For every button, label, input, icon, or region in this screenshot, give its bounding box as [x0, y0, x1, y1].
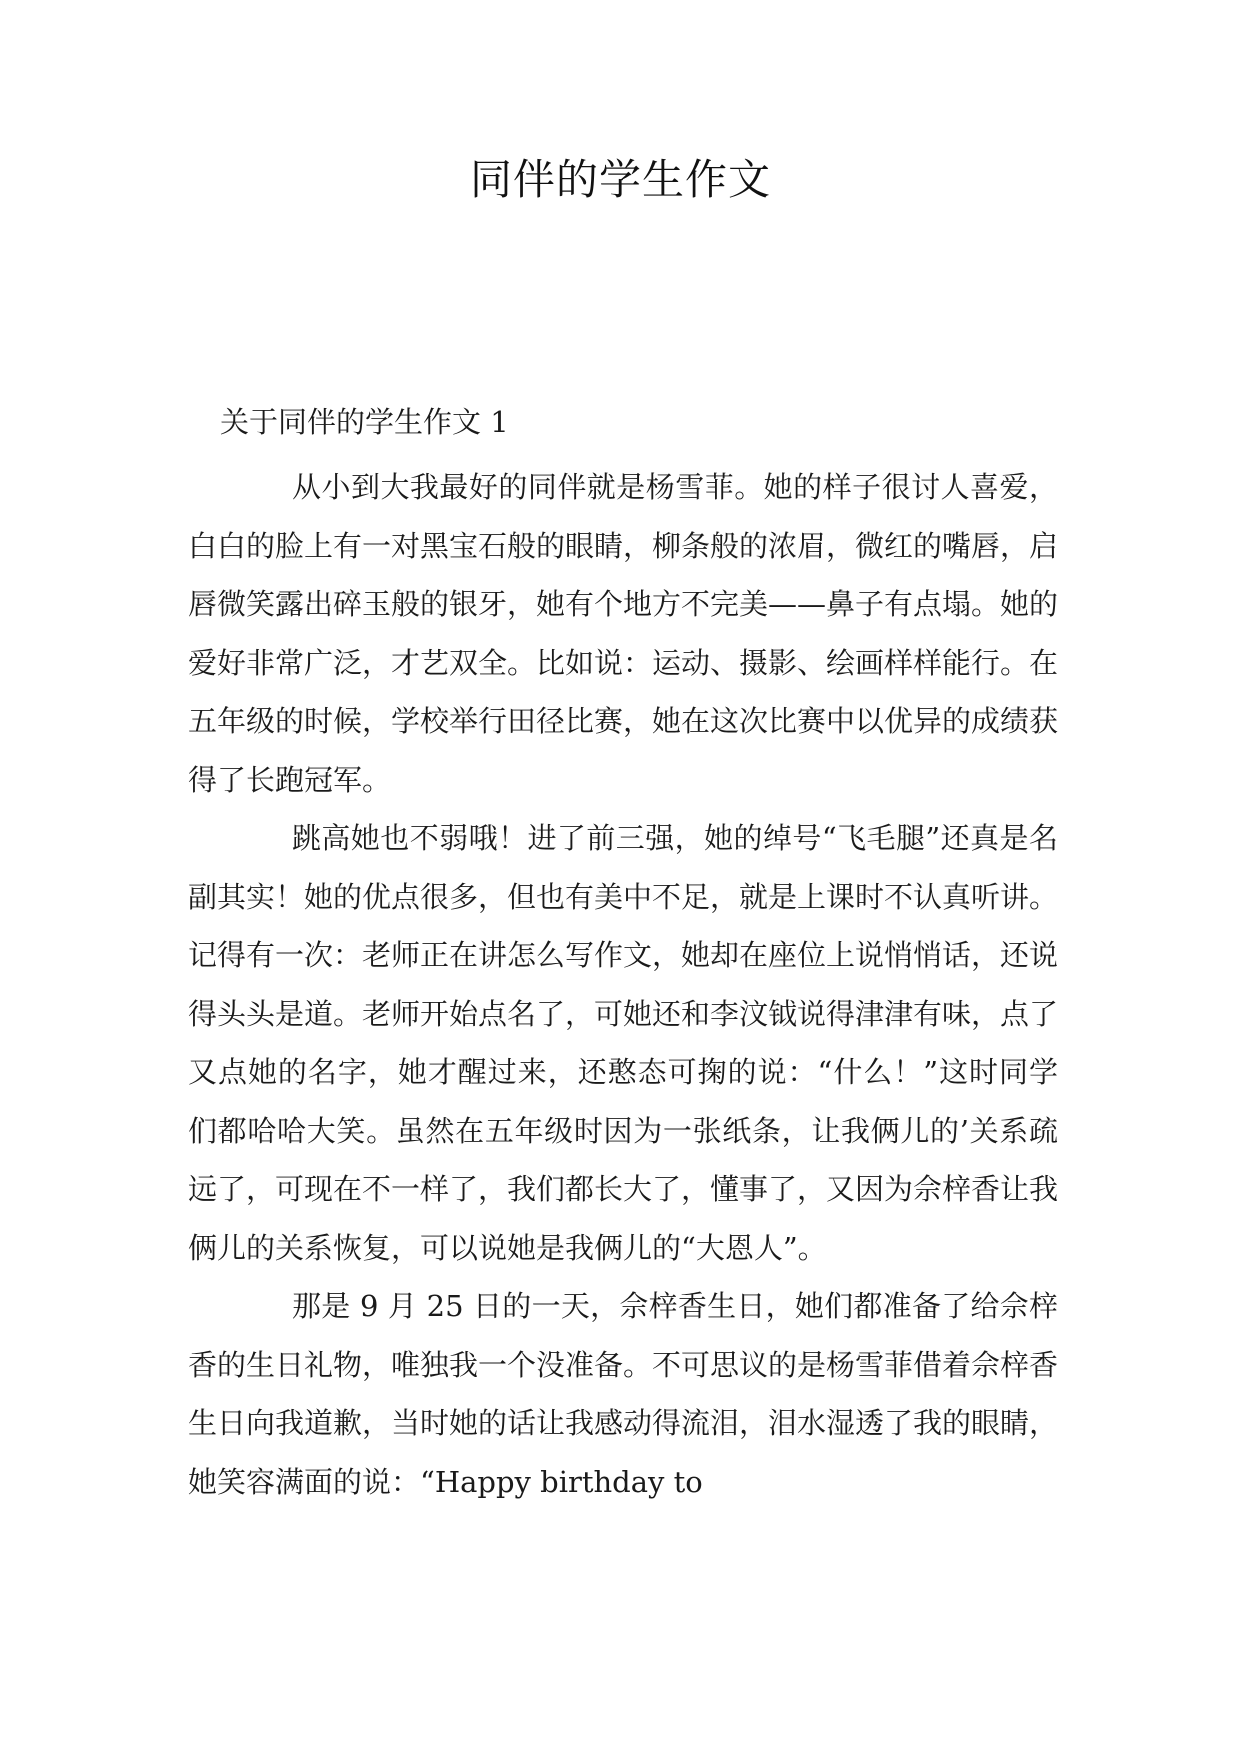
- paragraph-1: 从小到大我最好的同伴就是杨雪菲。她的样子很讨人喜爱，白白的脸上有一对黑宝石般的眼睛，柳条般的浓眉，微红的嘴唇，启唇微笑露出碎玉般的银牙，她有个地方不完美——鼻子有点塌。她的爱好非常广泛，才艺双全。比如说：运动、摄影、绘画样样能行。在五年级的时候，学校举行田径比赛，她在这次比赛中以优异的成绩获得了长跑冠军。: [188, 470, 1059, 797]
- paragraph-2: 跳高她也不弱哦！进了前三强，她的绰号“飞毛腿”还真是名副其实！她的优点很多，但也有美中不足，就是上课时不认真听讲。记得有一次：老师正在讲怎么写作文，她却在座位上说悄悄话，还说得头头是道。老师开始点名了，可她还和李汶钺说得津津有味，点了又点她的名字，她才醒过来，还憨态可掬的说：“什么！”这时同学们都哈哈大笑。虽然在五年级时因为一张纸条，让我俩儿的’关系疏远了，可现在不一样了，我们都长大了，懂事了，又因为佘梓香让我俩儿的关系恢复，可以说她是我俩儿的“大恩人”。: [188, 821, 1059, 1265]
- document-title: 同伴的学生作文: [469, 155, 771, 204]
- paragraph-3: 那是 9 月 25 日的一天，佘梓香生日，她们都准备了给佘梓香的生日礼物，唯独我一个没准备。不可思议的是杨雪菲借着佘梓香生日向我道歉，当时她的话让我感动得流泪，泪水湿透了我的眼睛，她笑容满面的说：“Happy birthday to: [188, 1289, 1059, 1499]
- section-heading: 关于同伴的学生作文 1: [220, 405, 509, 439]
- document-body: [188, 458, 1058, 1511]
